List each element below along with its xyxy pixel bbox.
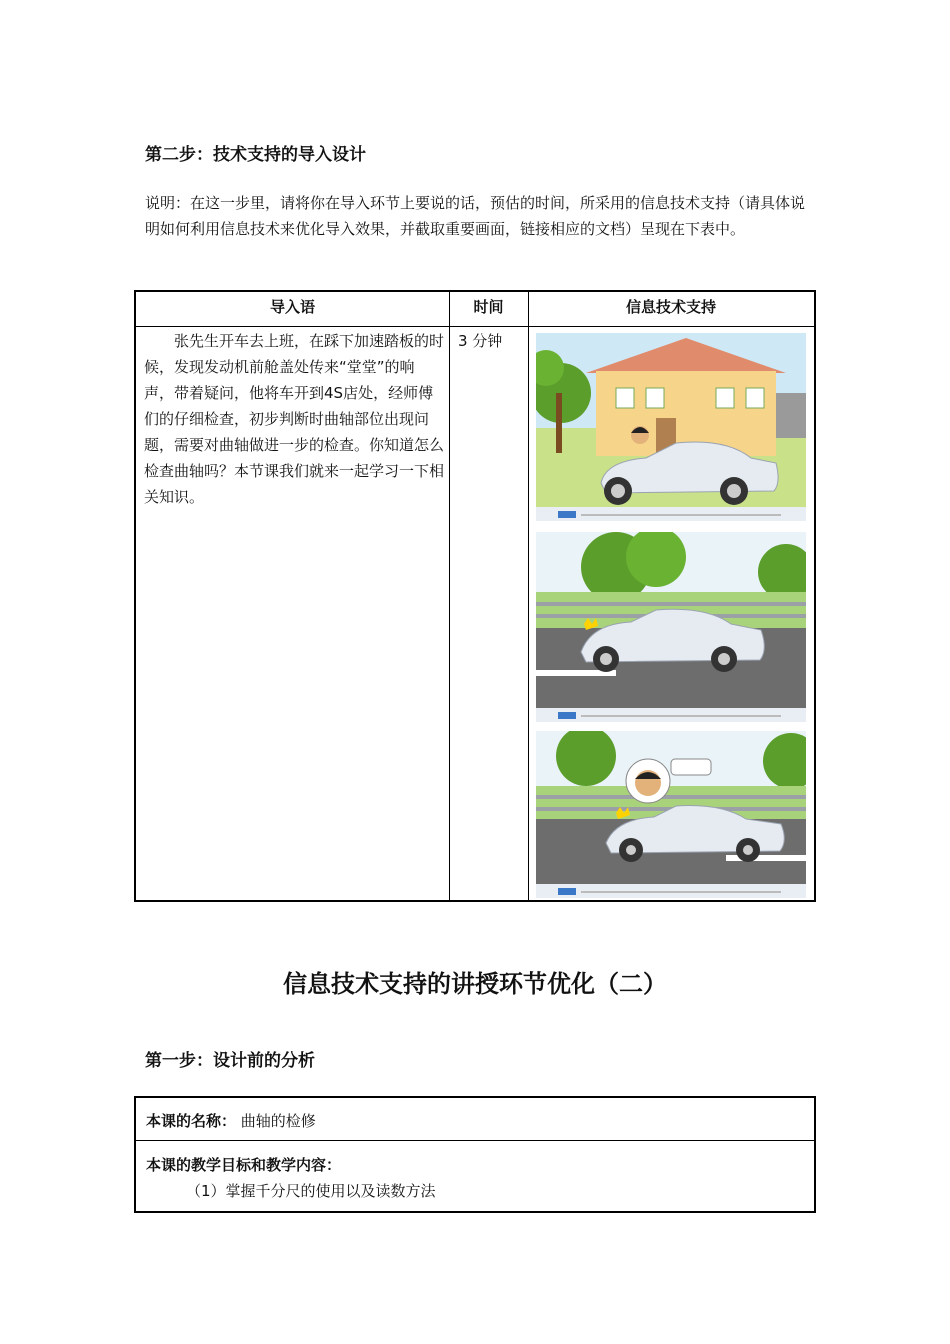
header-divider xyxy=(136,326,814,327)
duration-text: 3 分钟 xyxy=(458,332,503,350)
intro-design-table xyxy=(134,290,816,902)
lesson-goals-label: 本课的教学目标和教学内容： xyxy=(146,1156,342,1174)
lesson-goal-item: （1）掌握千分尺的使用以及读数方法 xyxy=(186,1182,436,1200)
animation-screenshot-road xyxy=(536,532,806,722)
step2-title: 第二步：技术支持的导入设计 xyxy=(145,145,366,165)
intro-speech-text: 张先生开车去上班，在踩下加速踏板的时候，发现发动机前舱盖处传来“堂堂”的响声，带着疑问，他将车开到4S店处，经师傅们的仔细检查，初步判断时曲轴部位出现问题，需要对曲轴做进一步的检查。你知道怎么检查曲轴吗？本节课我们就来一起学习一下相关知识。 xyxy=(144,332,445,506)
animation-screenshot-driver xyxy=(536,731,806,898)
header-time: 时间 xyxy=(473,298,504,316)
intro-text: 说明：在这一步里，请将你在导入环节上要说的话，预估的时间，所采用的信息技术支持（请具体说明如何利用信息技术来优化导入效果，并截取重要画面，链接相应的文档）呈现在下表中。 xyxy=(145,194,806,238)
row-divider xyxy=(136,1140,814,1141)
column-divider xyxy=(528,292,529,900)
section-heading: 信息技术支持的讲授环节优化（二） xyxy=(283,969,667,998)
lesson-info-table xyxy=(134,1096,816,1213)
animation-screenshot-house xyxy=(536,333,806,521)
column-divider xyxy=(449,292,450,900)
lesson-name-label: 本课的名称： xyxy=(146,1112,237,1130)
lesson-name-row xyxy=(146,1110,316,1131)
header-it-support: 信息技术支持 xyxy=(625,298,716,316)
header-speech: 导入语 xyxy=(269,298,315,316)
step1-title: 第一步：设计前的分析 xyxy=(145,1051,315,1071)
lesson-name-value: 曲轴的检修 xyxy=(240,1112,316,1130)
